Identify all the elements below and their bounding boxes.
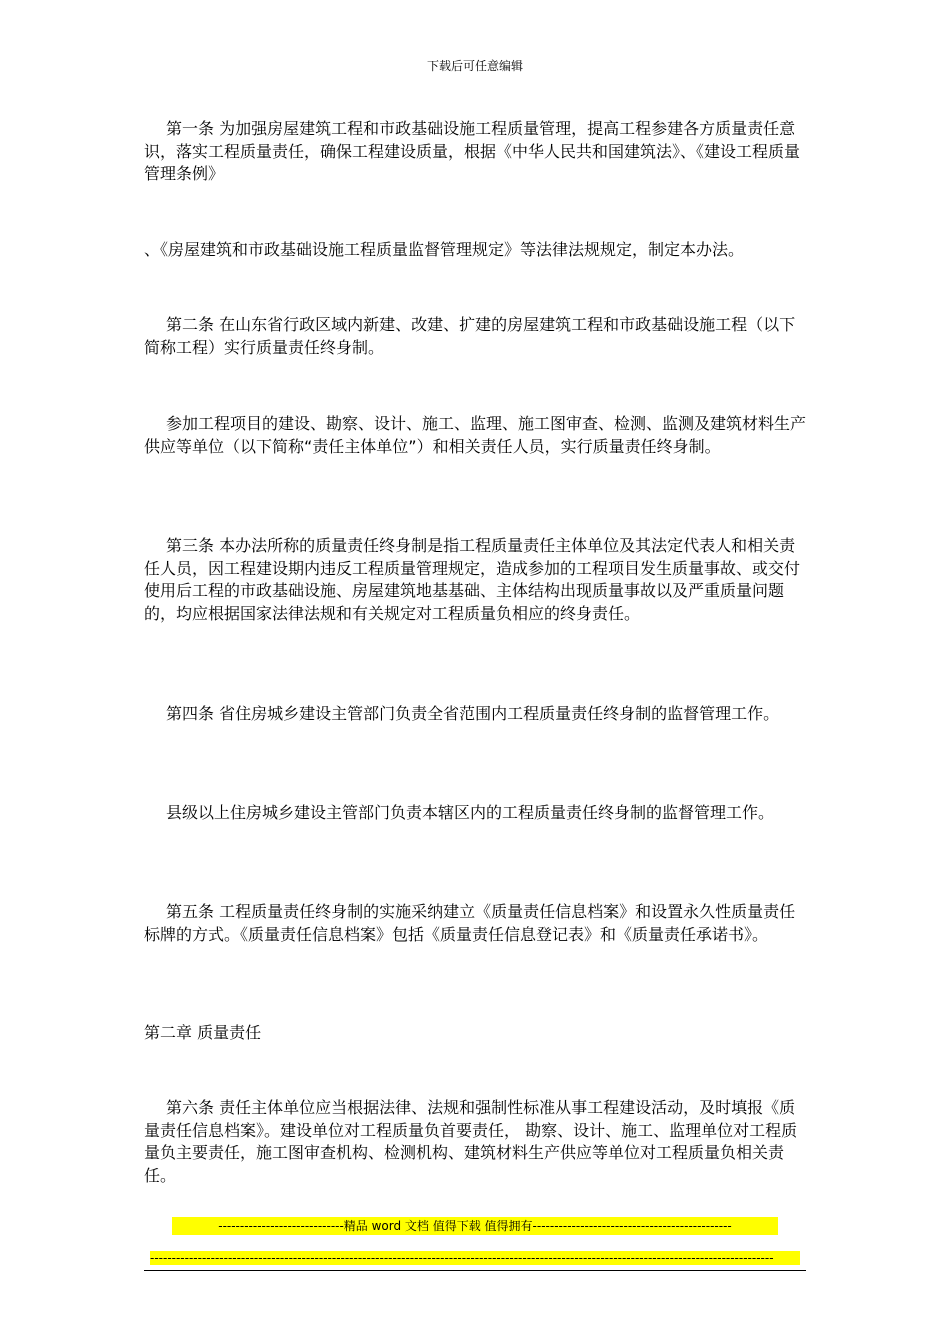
article-3-paragraph: 第三条 本办法所称的质量责任终身制是指工程质量责任主体单位及其法定代表人和相关责任人员，因工程建设期内违反工程质量管理规定，造成参加的工程项目发生质量事故、或交付使用后工程的市政基础设施、房屋建筑地基基础、主体结构出现质量事故以及严重质量问题的，均应根据国家法律法规和有关规定对工程质量负相应的终身责任。	[144, 536, 801, 623]
article-2-paragraph: 第二条 在山东省行政区域内新建、改建、扩建的房屋建筑工程和市政基础设施工程（以下简称工程）实行质量责任终身制。	[144, 315, 796, 357]
article-1-paragraph: 第一条 为加强房屋建筑工程和市政基础设施工程质量管理，提高工程参建各方质量责任意识，落实工程质量责任，确保工程建设质量，根据《中华人民共和国建筑法》、《建设工程质量管理条例》	[144, 119, 801, 183]
article-1-continuation: 、《房屋建筑和市政基础设施工程质量监督管理规定》等法律法规规定，制定本办法。	[144, 240, 745, 259]
article-6-paragraph: 第六条 责任主体单位应当根据法律、法规和强制性标准从事工程建设活动，及时填报《质量责任信息档案》。建设单位对工程质量负首要责任， 勘察、设计、施工、监理单位对工程质量负主要责任，施工图审查机构、检测机构、建筑材料生产供应等单位对工程质量负相关责任。	[144, 1098, 798, 1185]
footer-dash-line: ------------------------------------------------------------------------------------------------------------------------------------------------	[150, 1251, 800, 1265]
page-header: 下载后可任意编辑	[426, 59, 523, 73]
footer-banner-line: -----------------------------精品 word 文档 值得下载 值得拥有----------------------------------------------	[172, 1217, 778, 1235]
article-4-paragraph: 第四条 省住房城乡建设主管部门负责全省范围内工程质量责任终身制的监督管理工作。	[166, 704, 780, 723]
article-4-subparagraph: 县级以上住房城乡建设主管部门负责本辖区内的工程质量责任终身制的监督管理工作。	[166, 803, 775, 822]
chapter-2-heading: 第二章 质量责任	[144, 1023, 262, 1042]
footer-divider	[144, 1270, 806, 1271]
article-5-paragraph: 第五条 工程质量责任终身制的实施采纳建立《质量责任信息档案》和设置永久性质量责任标牌的方式。《质量责任信息档案》包括《质量责任信息登记表》和《质量责任承诺书》。	[144, 902, 796, 944]
article-2-subparagraph: 参加工程项目的建设、勘察、设计、施工、监理、施工图审查、检测、监测及建筑材料生产供应等单位（以下简称“责任主体单位”）和相关责任人员，实行质量责任终身制。	[144, 414, 807, 456]
